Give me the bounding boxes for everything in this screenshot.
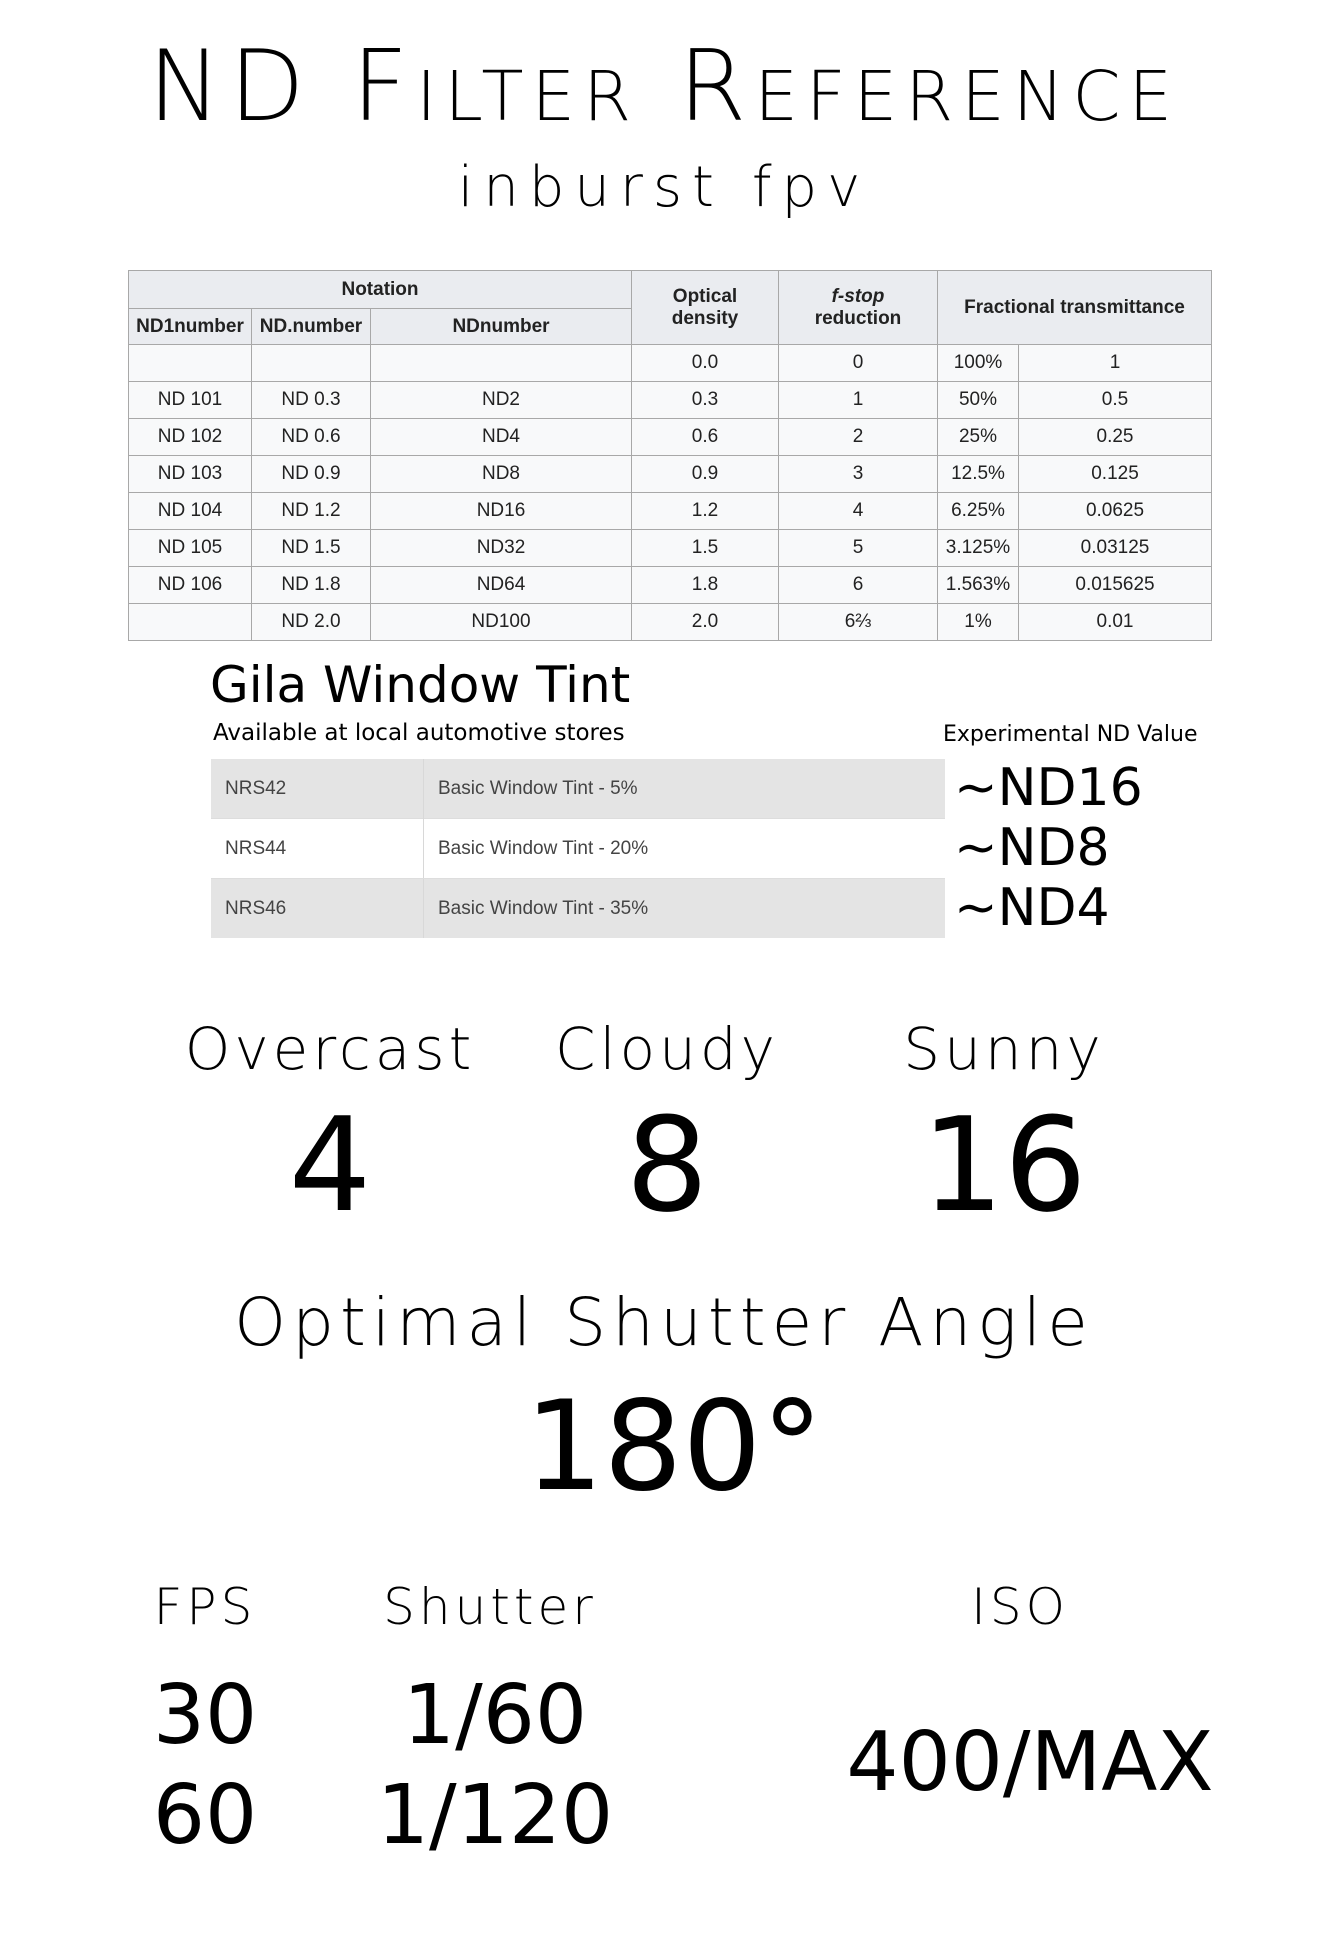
sunny-label: Sunny bbox=[903, 1015, 1105, 1083]
table-cell: ND16 bbox=[371, 493, 632, 530]
table-cell: ND2 bbox=[371, 382, 632, 419]
tint-row bbox=[211, 879, 945, 939]
tint-name: Basic Window Tint - 20% bbox=[424, 819, 946, 879]
table-row bbox=[129, 493, 1212, 530]
tint-name: Basic Window Tint - 35% bbox=[424, 879, 946, 939]
nd-dot-number-header: ND.number bbox=[252, 309, 371, 345]
table-cell: 1.2 bbox=[632, 493, 779, 530]
table-cell: ND 101 bbox=[129, 382, 252, 419]
fps-value: 60 bbox=[152, 1768, 258, 1863]
nd1number-header: ND1number bbox=[129, 309, 252, 345]
table-cell: ND 103 bbox=[129, 456, 252, 493]
table-cell: 0.0 bbox=[632, 345, 779, 382]
table-cell: ND64 bbox=[371, 567, 632, 604]
table-cell: ND 0.6 bbox=[252, 419, 371, 456]
optical-density-header: Optical density bbox=[632, 271, 779, 345]
table-cell: 1.8 bbox=[632, 567, 779, 604]
table-cell: 0.25 bbox=[1019, 419, 1212, 456]
table-cell: ND100 bbox=[371, 604, 632, 641]
table-cell: 0.9 bbox=[632, 456, 779, 493]
table-cell bbox=[371, 345, 632, 382]
table-cell: 6⅔ bbox=[779, 604, 938, 641]
transmittance-header: Fractional transmittance bbox=[938, 271, 1212, 345]
table-cell: ND8 bbox=[371, 456, 632, 493]
table-cell: 0.03125 bbox=[1019, 530, 1212, 567]
table-cell: 0.01 bbox=[1019, 604, 1212, 641]
notation-header: Notation bbox=[129, 271, 632, 309]
table-cell: 5 bbox=[779, 530, 938, 567]
shutter-angle-value: 180° bbox=[524, 1375, 824, 1519]
table-cell: ND 104 bbox=[129, 493, 252, 530]
nd-value: ~ND8 bbox=[954, 818, 1110, 878]
table-cell: 1% bbox=[938, 604, 1019, 641]
page-subtitle: inburst fpv bbox=[457, 155, 871, 220]
table-cell: 0.5 bbox=[1019, 382, 1212, 419]
table-cell: 6 bbox=[779, 567, 938, 604]
nd-value: ~ND4 bbox=[954, 878, 1110, 938]
table-cell: ND32 bbox=[371, 530, 632, 567]
table-row bbox=[129, 604, 1212, 641]
table-cell: ND 1.8 bbox=[252, 567, 371, 604]
overcast-value: 4 bbox=[288, 1089, 372, 1241]
gila-subtitle: Available at local automotive stores bbox=[213, 720, 625, 746]
tint-row bbox=[211, 819, 945, 879]
table-cell: ND 102 bbox=[129, 419, 252, 456]
fps-value: 30 bbox=[152, 1668, 258, 1763]
shutter-value: 1/60 bbox=[402, 1668, 588, 1763]
table-row bbox=[129, 456, 1212, 493]
table-cell: 6.25% bbox=[938, 493, 1019, 530]
table-cell: 100% bbox=[938, 345, 1019, 382]
tint-code: NRS46 bbox=[211, 879, 424, 939]
iso-value: 400/MAX bbox=[846, 1715, 1214, 1810]
table-cell: 1 bbox=[1019, 345, 1212, 382]
gila-title: Gila Window Tint bbox=[210, 656, 631, 714]
table-cell: ND 105 bbox=[129, 530, 252, 567]
table-cell: 2 bbox=[779, 419, 938, 456]
table-cell: 0 bbox=[779, 345, 938, 382]
table-row bbox=[129, 382, 1212, 419]
experimental-nd-values bbox=[954, 758, 1143, 938]
tint-name: Basic Window Tint - 5% bbox=[424, 759, 946, 819]
table-cell: ND 1.5 bbox=[252, 530, 371, 567]
tint-table bbox=[211, 759, 945, 938]
tint-row bbox=[211, 759, 945, 819]
table-cell: 3 bbox=[779, 456, 938, 493]
table-cell: ND 2.0 bbox=[252, 604, 371, 641]
tint-code: NRS42 bbox=[211, 759, 424, 819]
nd-value: ~ND16 bbox=[954, 758, 1143, 818]
table-cell: 4 bbox=[779, 493, 938, 530]
table-cell: 1.563% bbox=[938, 567, 1019, 604]
table-cell: ND 0.9 bbox=[252, 456, 371, 493]
table-cell: 12.5% bbox=[938, 456, 1019, 493]
fstop-header: f-stop reduction bbox=[779, 271, 938, 345]
table-cell: ND 1.2 bbox=[252, 493, 371, 530]
ndnumber-header: NDnumber bbox=[371, 309, 632, 345]
cloudy-value: 8 bbox=[625, 1089, 709, 1241]
table-cell: 0.125 bbox=[1019, 456, 1212, 493]
cloudy-label: Cloudy bbox=[555, 1015, 779, 1083]
table-cell: ND 106 bbox=[129, 567, 252, 604]
table-cell: 1.5 bbox=[632, 530, 779, 567]
page-title: ND Filter Reference bbox=[147, 30, 1181, 144]
table-cell bbox=[129, 604, 252, 641]
table-cell: 25% bbox=[938, 419, 1019, 456]
shutter-angle-title: Optimal Shutter Angle bbox=[234, 1284, 1094, 1361]
table-cell: 0.6 bbox=[632, 419, 779, 456]
table-cell bbox=[129, 345, 252, 382]
table-cell: 0.015625 bbox=[1019, 567, 1212, 604]
table-cell: 1 bbox=[779, 382, 938, 419]
table-cell: 0.3 bbox=[632, 382, 779, 419]
experimental-nd-label: Experimental ND Value bbox=[943, 722, 1198, 747]
nd-table-body bbox=[129, 345, 1212, 641]
tint-code: NRS44 bbox=[211, 819, 424, 879]
table-cell: 50% bbox=[938, 382, 1019, 419]
fps-label: FPS bbox=[153, 1578, 257, 1636]
table-cell: 2.0 bbox=[632, 604, 779, 641]
table-row bbox=[129, 567, 1212, 604]
table-cell: 3.125% bbox=[938, 530, 1019, 567]
shutter-label: Shutter bbox=[383, 1578, 597, 1636]
iso-label: ISO bbox=[971, 1578, 1069, 1636]
shutter-value: 1/120 bbox=[376, 1768, 614, 1863]
nd-filter-table bbox=[128, 270, 1212, 641]
table-cell bbox=[252, 345, 371, 382]
table-row bbox=[129, 530, 1212, 567]
table-cell: ND 0.3 bbox=[252, 382, 371, 419]
table-cell: 0.0625 bbox=[1019, 493, 1212, 530]
table-row bbox=[129, 345, 1212, 382]
table-row bbox=[129, 419, 1212, 456]
overcast-label: Overcast bbox=[184, 1015, 476, 1083]
sunny-value: 16 bbox=[921, 1089, 1087, 1241]
table-cell: ND4 bbox=[371, 419, 632, 456]
